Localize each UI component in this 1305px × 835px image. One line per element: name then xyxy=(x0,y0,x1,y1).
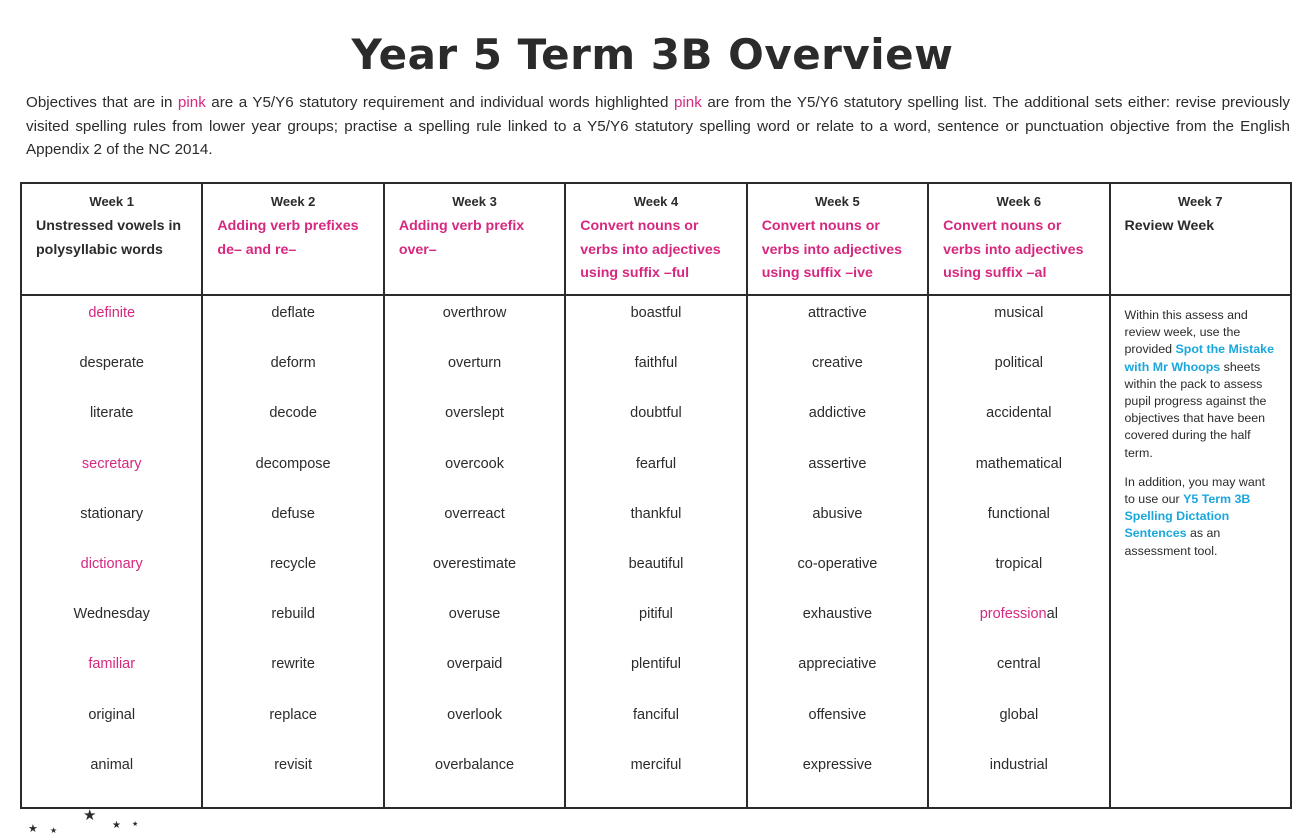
word-item: plentiful xyxy=(630,656,681,673)
star-icon: ★ xyxy=(83,807,97,824)
review-paragraph-2 xyxy=(1125,474,1276,560)
word-item: addictive xyxy=(808,405,867,422)
word-item: attractive xyxy=(807,305,867,321)
word-item: co-operative xyxy=(797,555,878,572)
word-item: decode xyxy=(269,405,317,422)
word-item: overuse xyxy=(448,606,501,623)
word-item: overlook xyxy=(447,706,502,723)
word-item: deflate xyxy=(271,305,315,321)
word-item: musical xyxy=(994,305,1044,321)
word-item: doubtful xyxy=(630,405,682,422)
week-7-review xyxy=(1110,295,1291,808)
word-item: animal xyxy=(90,756,134,773)
word-item: faithful xyxy=(634,355,678,372)
week-6-header xyxy=(928,183,1109,295)
word-item: overbalance xyxy=(435,756,515,773)
week-label: Week 1 xyxy=(89,194,134,209)
word-item: global xyxy=(999,706,1039,723)
word-list xyxy=(566,296,745,807)
star-icon: ★ xyxy=(50,826,58,835)
week-1-words xyxy=(21,295,202,808)
week-label: Week 4 xyxy=(633,194,679,209)
week-topic: Convert nouns or verbs into adjectives using suffix –al xyxy=(943,218,1084,281)
word-item: rewrite xyxy=(271,656,315,673)
week-5-words xyxy=(747,295,928,808)
word-list xyxy=(748,296,927,807)
word-item: functional xyxy=(987,505,1050,522)
word-item: definite xyxy=(88,305,136,321)
word-item: pitiful xyxy=(639,606,673,623)
word-item: dictionary xyxy=(80,555,143,572)
suffix-part: al xyxy=(1046,606,1058,623)
word-item: fanciful xyxy=(633,706,679,723)
week-topic: Convert nouns or verbs into adjectives using suffix –ive xyxy=(761,218,903,281)
word-item: rebuild xyxy=(271,606,315,623)
statutory-word-part: profession xyxy=(979,606,1047,623)
week-3-words xyxy=(384,295,565,808)
word-item: secretary xyxy=(81,455,142,472)
word-item: industrial xyxy=(989,756,1048,773)
intro-text-1: Objectives that are in xyxy=(26,94,178,111)
word-item: mathematical xyxy=(975,455,1062,472)
review-notes xyxy=(1111,296,1290,560)
word-item: offensive xyxy=(808,706,867,723)
word-item: revisit xyxy=(274,756,313,773)
word-item: overslept xyxy=(445,405,504,422)
week-topic: Convert nouns or verbs into adjectives using suffix –ful xyxy=(580,218,721,281)
week-6-words xyxy=(928,295,1109,808)
word-item-professional xyxy=(929,606,1108,656)
star-icon: ★ xyxy=(28,823,38,835)
review-paragraph-1 xyxy=(1125,307,1276,462)
word-item: overpaid xyxy=(446,656,503,673)
intro-pink-word-2: pink xyxy=(673,94,702,111)
week-4-words xyxy=(565,295,746,808)
word-item: exhaustive xyxy=(802,606,873,623)
word-item: assertive xyxy=(808,455,867,472)
word-item: decompose xyxy=(255,455,331,472)
word-item: deform xyxy=(270,355,316,372)
week-5-header xyxy=(747,183,928,295)
week-topic: Adding verb prefixes de– and re– xyxy=(217,218,359,258)
word-item: accidental xyxy=(986,405,1052,422)
word-item: defuse xyxy=(271,505,315,522)
word-item: literate xyxy=(89,405,134,422)
intro-text-2: are a Y5/Y6 statutory requirement and individual words highlighted xyxy=(205,94,674,111)
word-item: merciful xyxy=(630,756,682,773)
header-row xyxy=(21,183,1291,295)
week-2-header xyxy=(202,183,383,295)
word-item: boastful xyxy=(630,305,682,321)
word-item: abusive xyxy=(812,505,863,522)
week-label: Week 5 xyxy=(815,194,860,209)
week-topic: Review Week xyxy=(1124,218,1215,234)
word-item: fearful xyxy=(635,455,677,472)
word-list xyxy=(203,296,382,807)
week-1-header xyxy=(21,183,202,295)
review-text: Within this assess and review week, use the provided xyxy=(1124,308,1248,357)
word-item: appreciative xyxy=(798,656,877,673)
word-item: Wednesday xyxy=(73,606,150,623)
word-item: overcook xyxy=(445,455,504,472)
word-item: original xyxy=(88,706,136,723)
word-item: expressive xyxy=(802,756,873,773)
word-item: overreact xyxy=(444,505,505,522)
week-topic: Adding verb prefix over– xyxy=(398,218,525,258)
week-label: Week 2 xyxy=(270,194,316,209)
word-item: overestimate xyxy=(433,555,517,572)
star-icon: ★ xyxy=(132,821,139,828)
week-3-header xyxy=(384,183,565,295)
word-item: replace xyxy=(269,706,317,723)
week-7-header xyxy=(1110,183,1291,295)
word-item: overturn xyxy=(447,355,502,372)
word-item: creative xyxy=(812,355,863,372)
review-text: as an assessment tool. xyxy=(1124,526,1221,558)
review-text: sheets within the pack to assess pupil progress against the objectives that have been covered during the half term. xyxy=(1124,359,1267,460)
word-item: overthrow xyxy=(442,305,507,321)
word-item: recycle xyxy=(270,555,317,572)
word-item: stationary xyxy=(80,505,144,522)
word-list xyxy=(385,296,564,807)
intro-text-3: are from the Y5/Y6 statutory spelling list. The additional sets either: revise previously visited spelling rules from lower year groups; practise a spelling rule linked to a Y5/Y6 statutory spelling word or relate to a word, sentence or punctuation objective from the English Appendix 2 of the NC 2014. xyxy=(26,94,1290,158)
words-row xyxy=(21,295,1291,808)
word-item: desperate xyxy=(79,355,144,372)
week-topic: Unstressed vowels in polysyllabic words xyxy=(36,218,182,258)
word-list xyxy=(929,296,1108,807)
week-2-words xyxy=(202,295,383,808)
word-item: thankful xyxy=(630,505,682,522)
word-list xyxy=(22,296,201,807)
dictation-sentences-link[interactable]: Y5 Term 3B Spelling Dictation Sentences xyxy=(1124,492,1251,541)
review-text: In addition, you may want to use our xyxy=(1124,474,1266,507)
intro-paragraph xyxy=(26,91,1290,162)
week-4-header xyxy=(565,183,746,295)
word-item: familiar xyxy=(88,656,136,673)
page-title: Year 5 Term 3B Overview xyxy=(351,30,954,79)
star-icon: ★ xyxy=(112,820,121,831)
word-item: political xyxy=(994,355,1043,372)
week-label: Week 3 xyxy=(452,194,497,209)
week-label: Week 7 xyxy=(1177,194,1223,209)
word-item: tropical xyxy=(995,555,1043,572)
word-item: central xyxy=(997,656,1041,673)
spelling-overview-table xyxy=(20,182,1292,809)
intro-pink-word-1: pink xyxy=(177,94,206,111)
week-label: Week 6 xyxy=(996,194,1042,209)
spot-the-mistake-link[interactable]: Spot the Mistake with Mr Whoops xyxy=(1124,342,1274,374)
word-item: beautiful xyxy=(628,555,684,572)
